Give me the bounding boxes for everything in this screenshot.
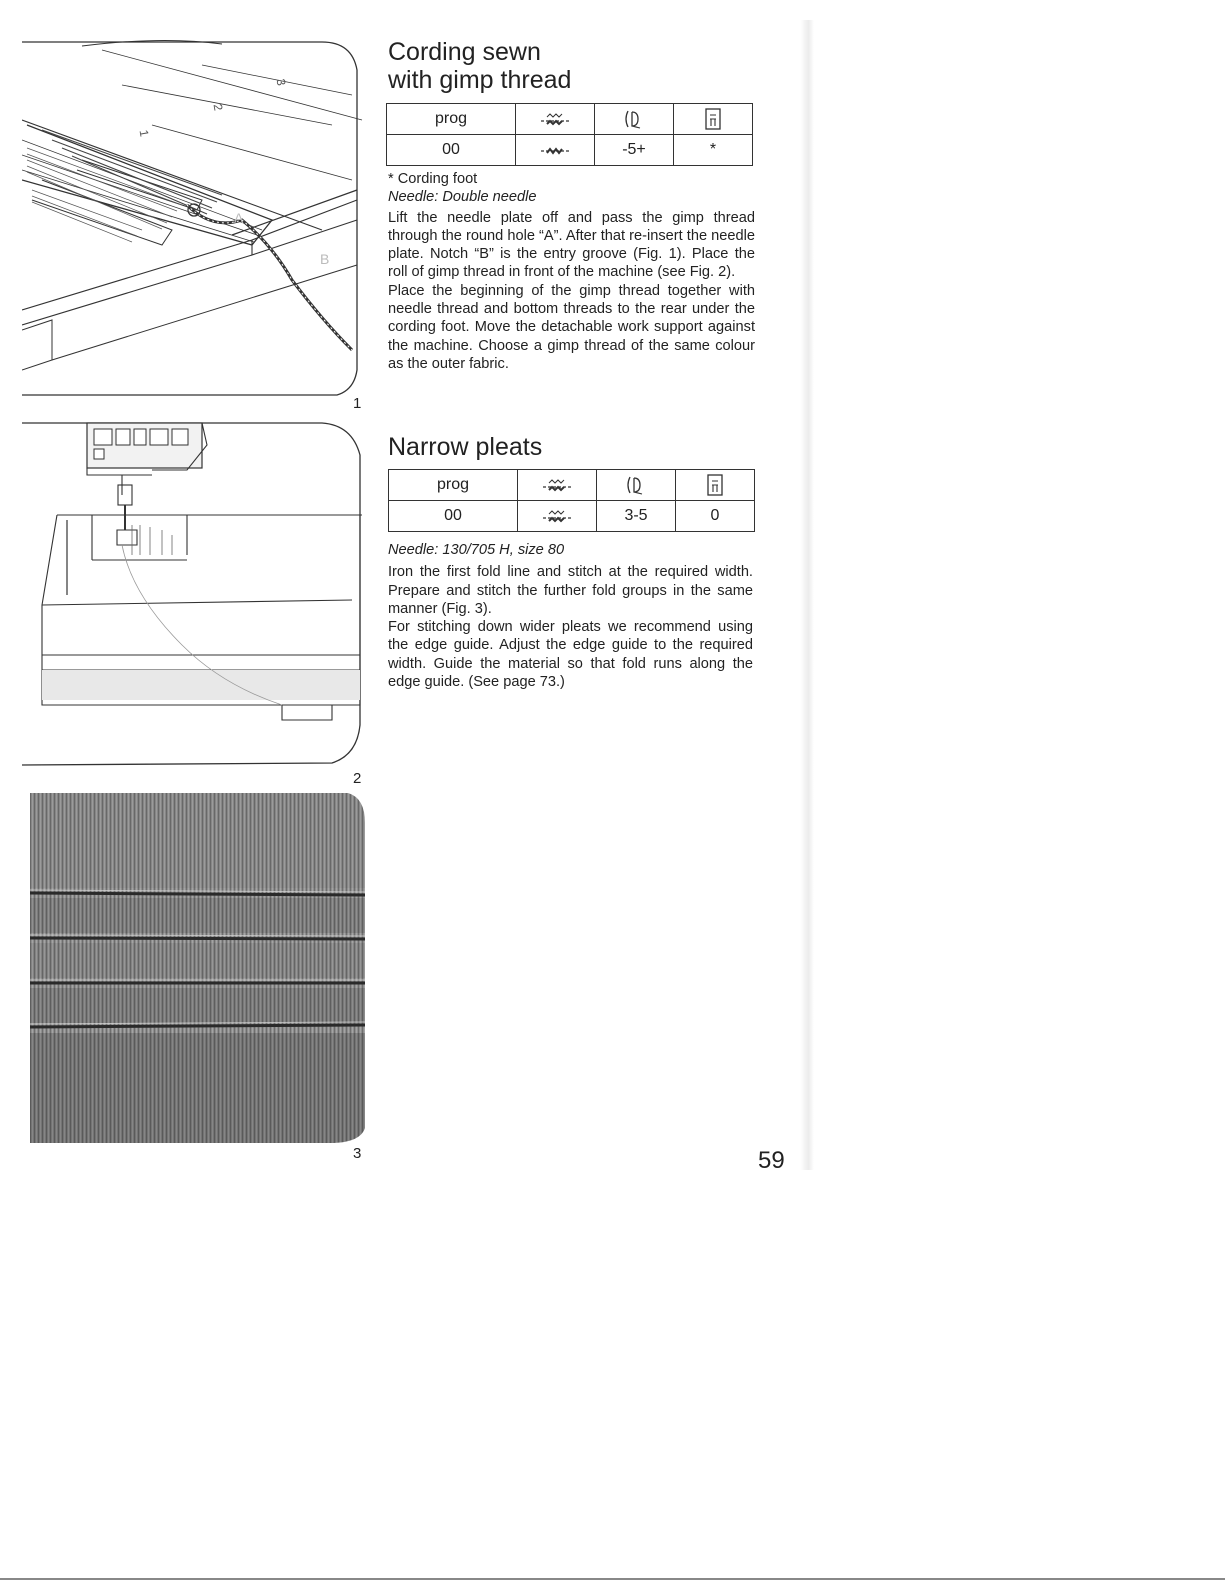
figure-3-number: 3 — [353, 1145, 362, 1162]
section-2-paragraph-2: For stitching down wider pleats we recommend using the edge guide. Adjust the edge guide to the required width. Guide the material so that fold runs along the edge guide. (See page 73.) — [388, 619, 753, 691]
section-2-title: Narrow pleats — [388, 433, 543, 461]
stitch-pattern-icon — [518, 470, 597, 501]
section-2-settings-table — [388, 469, 755, 532]
presser-foot-icon — [676, 470, 755, 501]
figure-1-number: 1 — [353, 395, 362, 412]
figure-1-needle-plate — [22, 30, 367, 400]
section-1-title-line-2: with gimp thread — [388, 66, 572, 94]
figure-1-mark-2: 2 — [210, 102, 226, 112]
section-1-needle-label: Needle: — [388, 189, 439, 206]
figure-2-number: 2 — [353, 770, 362, 787]
scan-edge-shadow — [800, 20, 814, 1170]
section-2-foot-value: 0 — [676, 501, 755, 532]
figure-1-mark-1: 1 — [136, 128, 152, 138]
figure-2-sewing-machine — [22, 415, 367, 770]
page-number: 59 — [758, 1147, 785, 1174]
section-1-foot-value: * — [674, 135, 753, 166]
tension-dial-icon — [597, 470, 676, 501]
scan-bottom-edge — [0, 1578, 1225, 1580]
tension-dial-icon — [595, 104, 674, 135]
stitch-pattern-icon — [516, 104, 595, 135]
section-2-prog-value: 00 — [389, 501, 518, 532]
section-1-prog-header: prog — [387, 104, 516, 135]
stitch-pattern-icon — [516, 135, 595, 166]
section-2-paragraph-1: Iron the first fold line and stitch at the required width. Prepare and stitch the further fold groups in the same manner (Fig. 3). — [388, 564, 753, 617]
section-2-needle-value: 130/705 H, size 80 — [442, 542, 565, 558]
section-1-paragraph-2: Place the beginning of the gimp thread together with needle thread and bottom threads to the rear under the cording foot. Move the detachable work support against the machine. Choose a gimp thread of the same colour as the outer fabric. — [388, 282, 755, 372]
section-1-tension-value: -5+ — [595, 135, 674, 166]
figure-1-label-a: A — [234, 210, 244, 226]
section-1-settings-table — [386, 103, 753, 166]
section-2-needle-label: Needle: — [388, 542, 439, 558]
section-2-needle — [388, 541, 753, 559]
section-1-prog-value: 00 — [387, 135, 516, 166]
section-2-prog-header: prog — [389, 470, 518, 501]
section-1-title-line-1: Cording sewn — [388, 38, 541, 66]
section-1-needle — [388, 188, 755, 206]
presser-foot-icon — [674, 104, 753, 135]
stitch-pattern-icon — [518, 501, 597, 532]
figure-1-mark-3: 3 — [273, 77, 289, 87]
section-1-paragraph-1: Lift the needle plate off and pass the gimp thread through the round hole “A”. After that re-insert the needle plate. Notch “B” is the entry groove (Fig. 1). Place the roll of gimp thread in front of the machine (see Fig. 2). — [388, 209, 755, 281]
figure-1-label-b: B — [320, 251, 330, 267]
section-1-footnote: * Cording foot — [388, 171, 478, 187]
section-2-tension-value: 3-5 — [597, 501, 676, 532]
section-1-needle-value: Double needle — [442, 189, 537, 206]
section-1-title — [388, 38, 571, 94]
figure-3-pleats-photo — [30, 793, 367, 1143]
section-2-body — [388, 541, 753, 691]
section-1-body — [388, 170, 755, 373]
